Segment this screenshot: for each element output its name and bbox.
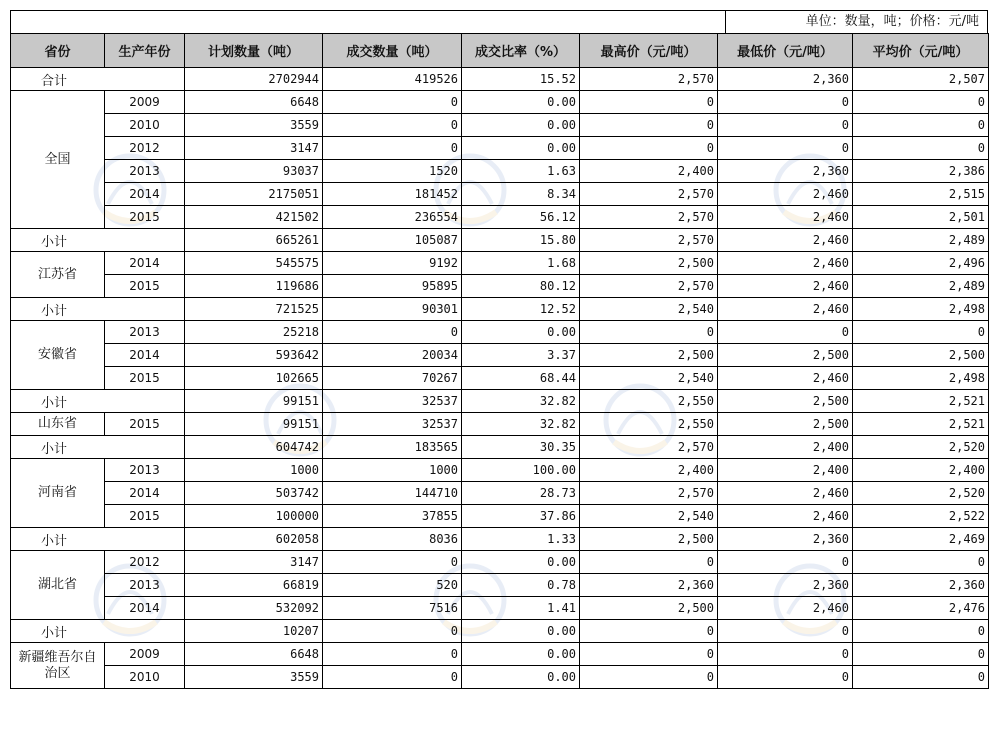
avg-price-cell: 2,476 bbox=[853, 597, 989, 620]
subtotal-row bbox=[11, 620, 989, 643]
ratio-cell: 15.52 bbox=[462, 68, 580, 91]
ratio-cell: 0.00 bbox=[462, 620, 580, 643]
plan-cell: 721525 bbox=[185, 298, 323, 321]
ratio-cell: 80.12 bbox=[462, 275, 580, 298]
deal-cell: 105087 bbox=[323, 229, 462, 252]
avg-price-cell: 2,386 bbox=[853, 160, 989, 183]
header-province: 省份 bbox=[11, 34, 105, 68]
table-row bbox=[11, 183, 989, 206]
min-price-cell: 2,400 bbox=[718, 436, 853, 459]
table-row bbox=[11, 574, 989, 597]
deal-cell: 32537 bbox=[323, 413, 462, 436]
subtotal-row bbox=[11, 229, 989, 252]
max-price-cell: 0 bbox=[580, 114, 718, 137]
table-row bbox=[11, 459, 989, 482]
min-price-cell: 2,360 bbox=[718, 528, 853, 551]
province-cell: 山东省 bbox=[11, 413, 105, 436]
avg-price-cell: 2,498 bbox=[853, 367, 989, 390]
table-row bbox=[11, 275, 989, 298]
max-price-cell: 2,550 bbox=[580, 390, 718, 413]
deal-cell: 0 bbox=[323, 666, 462, 689]
year-cell: 2013 bbox=[105, 459, 185, 482]
ratio-cell: 0.00 bbox=[462, 551, 580, 574]
deal-cell: 0 bbox=[323, 620, 462, 643]
deal-cell: 144710 bbox=[323, 482, 462, 505]
avg-price-cell: 0 bbox=[853, 114, 989, 137]
min-price-cell: 0 bbox=[718, 551, 853, 574]
plan-cell: 2702944 bbox=[185, 68, 323, 91]
avg-price-cell: 2,522 bbox=[853, 505, 989, 528]
min-price-cell: 2,460 bbox=[718, 597, 853, 620]
min-price-cell: 0 bbox=[718, 643, 853, 666]
subtotal-row bbox=[11, 298, 989, 321]
avg-price-cell: 2,521 bbox=[853, 390, 989, 413]
ratio-cell: 30.35 bbox=[462, 436, 580, 459]
deal-cell: 90301 bbox=[323, 298, 462, 321]
plan-cell: 532092 bbox=[185, 597, 323, 620]
ratio-cell: 1.63 bbox=[462, 160, 580, 183]
min-price-cell: 2,460 bbox=[718, 275, 853, 298]
plan-cell: 3559 bbox=[185, 666, 323, 689]
year-cell: 2010 bbox=[105, 666, 185, 689]
avg-price-cell: 0 bbox=[853, 620, 989, 643]
avg-price-cell: 2,500 bbox=[853, 344, 989, 367]
ratio-cell: 0.00 bbox=[462, 114, 580, 137]
avg-price-cell: 0 bbox=[853, 643, 989, 666]
ratio-cell: 68.44 bbox=[462, 367, 580, 390]
deal-cell: 419526 bbox=[323, 68, 462, 91]
avg-price-cell: 0 bbox=[853, 551, 989, 574]
table-body bbox=[11, 68, 989, 689]
ratio-cell: 0.00 bbox=[462, 321, 580, 344]
year-cell: 2012 bbox=[105, 137, 185, 160]
year-cell: 2009 bbox=[105, 91, 185, 114]
avg-price-cell: 0 bbox=[853, 137, 989, 160]
min-price-cell: 2,460 bbox=[718, 252, 853, 275]
year-cell: 2014 bbox=[105, 252, 185, 275]
year-cell: 2014 bbox=[105, 183, 185, 206]
max-price-cell: 2,500 bbox=[580, 528, 718, 551]
max-price-cell: 2,540 bbox=[580, 298, 718, 321]
max-price-cell: 2,400 bbox=[580, 160, 718, 183]
min-price-cell: 0 bbox=[718, 321, 853, 344]
ratio-cell: 0.00 bbox=[462, 666, 580, 689]
total-label: 合计 bbox=[11, 68, 185, 91]
min-price-cell: 2,360 bbox=[718, 574, 853, 597]
table-row bbox=[11, 505, 989, 528]
deal-cell: 0 bbox=[323, 643, 462, 666]
province-cell: 湖北省 bbox=[11, 551, 105, 620]
table-row bbox=[11, 160, 989, 183]
year-cell: 2013 bbox=[105, 321, 185, 344]
plan-cell: 3147 bbox=[185, 137, 323, 160]
avg-price-cell: 0 bbox=[853, 666, 989, 689]
table-row bbox=[11, 344, 989, 367]
deal-cell: 0 bbox=[323, 114, 462, 137]
avg-price-cell: 2,515 bbox=[853, 183, 989, 206]
year-cell: 2012 bbox=[105, 551, 185, 574]
deal-cell: 0 bbox=[323, 137, 462, 160]
ratio-cell: 0.00 bbox=[462, 137, 580, 160]
max-price-cell: 2,570 bbox=[580, 206, 718, 229]
deal-cell: 7516 bbox=[323, 597, 462, 620]
max-price-cell: 0 bbox=[580, 91, 718, 114]
plan-cell: 25218 bbox=[185, 321, 323, 344]
header-year: 生产年份 bbox=[105, 34, 185, 68]
plan-cell: 93037 bbox=[185, 160, 323, 183]
plan-cell: 66819 bbox=[185, 574, 323, 597]
avg-price-cell: 2,469 bbox=[853, 528, 989, 551]
plan-cell: 6648 bbox=[185, 91, 323, 114]
header-avg-price: 平均价（元/吨） bbox=[853, 34, 989, 68]
avg-price-cell: 2,400 bbox=[853, 459, 989, 482]
min-price-cell: 2,500 bbox=[718, 413, 853, 436]
ratio-cell: 0.00 bbox=[462, 91, 580, 114]
plan-cell: 604742 bbox=[185, 436, 323, 459]
max-price-cell: 2,570 bbox=[580, 275, 718, 298]
subtotal-row bbox=[11, 528, 989, 551]
table-row bbox=[11, 666, 989, 689]
subtotal-label: 小计 bbox=[11, 390, 185, 413]
year-cell: 2009 bbox=[105, 643, 185, 666]
avg-price-cell: 2,360 bbox=[853, 574, 989, 597]
min-price-cell: 2,460 bbox=[718, 206, 853, 229]
ratio-cell: 15.80 bbox=[462, 229, 580, 252]
max-price-cell: 0 bbox=[580, 643, 718, 666]
avg-price-cell: 2,498 bbox=[853, 298, 989, 321]
unit-note: 单位：数量，吨；价格：元/吨 bbox=[725, 11, 987, 33]
plan-cell: 99151 bbox=[185, 413, 323, 436]
deal-cell: 70267 bbox=[323, 367, 462, 390]
table-row bbox=[11, 482, 989, 505]
subtotal-row bbox=[11, 390, 989, 413]
deal-cell: 0 bbox=[323, 321, 462, 344]
plan-cell: 100000 bbox=[185, 505, 323, 528]
table-row bbox=[11, 551, 989, 574]
subtotal-label: 小计 bbox=[11, 229, 185, 252]
header-ratio: 成交比率（%） bbox=[462, 34, 580, 68]
min-price-cell: 0 bbox=[718, 114, 853, 137]
ratio-cell: 32.82 bbox=[462, 413, 580, 436]
province-cell: 江苏省 bbox=[11, 252, 105, 298]
deal-cell: 95895 bbox=[323, 275, 462, 298]
avg-price-cell: 2,501 bbox=[853, 206, 989, 229]
max-price-cell: 0 bbox=[580, 321, 718, 344]
avg-price-cell: 0 bbox=[853, 91, 989, 114]
avg-price-cell: 2,496 bbox=[853, 252, 989, 275]
max-price-cell: 0 bbox=[580, 620, 718, 643]
grain-auction-table bbox=[10, 33, 989, 689]
max-price-cell: 2,360 bbox=[580, 574, 718, 597]
max-price-cell: 2,570 bbox=[580, 183, 718, 206]
plan-cell: 119686 bbox=[185, 275, 323, 298]
table-row bbox=[11, 643, 989, 666]
avg-price-cell: 2,507 bbox=[853, 68, 989, 91]
min-price-cell: 0 bbox=[718, 666, 853, 689]
year-cell: 2013 bbox=[105, 574, 185, 597]
max-price-cell: 2,550 bbox=[580, 413, 718, 436]
table-row bbox=[11, 206, 989, 229]
deal-cell: 520 bbox=[323, 574, 462, 597]
ratio-cell: 3.37 bbox=[462, 344, 580, 367]
max-price-cell: 0 bbox=[580, 666, 718, 689]
ratio-cell: 8.34 bbox=[462, 183, 580, 206]
max-price-cell: 2,540 bbox=[580, 367, 718, 390]
deal-cell: 37855 bbox=[323, 505, 462, 528]
max-price-cell: 2,500 bbox=[580, 344, 718, 367]
ratio-cell: 100.00 bbox=[462, 459, 580, 482]
ratio-cell: 56.12 bbox=[462, 206, 580, 229]
min-price-cell: 0 bbox=[718, 91, 853, 114]
plan-cell: 99151 bbox=[185, 390, 323, 413]
avg-price-cell: 2,521 bbox=[853, 413, 989, 436]
max-price-cell: 0 bbox=[580, 137, 718, 160]
plan-cell: 593642 bbox=[185, 344, 323, 367]
year-cell: 2014 bbox=[105, 344, 185, 367]
deal-cell: 32537 bbox=[323, 390, 462, 413]
plan-cell: 503742 bbox=[185, 482, 323, 505]
avg-price-cell: 2,520 bbox=[853, 482, 989, 505]
plan-cell: 421502 bbox=[185, 206, 323, 229]
deal-cell: 236554 bbox=[323, 206, 462, 229]
year-cell: 2014 bbox=[105, 597, 185, 620]
min-price-cell: 2,500 bbox=[718, 390, 853, 413]
plan-cell: 545575 bbox=[185, 252, 323, 275]
deal-cell: 8036 bbox=[323, 528, 462, 551]
max-price-cell: 2,570 bbox=[580, 229, 718, 252]
province-cell: 安徽省 bbox=[11, 321, 105, 390]
subtotal-label: 小计 bbox=[11, 528, 185, 551]
max-price-cell: 2,500 bbox=[580, 597, 718, 620]
province-cell: 新疆维吾尔自治区 bbox=[11, 643, 105, 689]
total-row bbox=[11, 68, 989, 91]
plan-cell: 602058 bbox=[185, 528, 323, 551]
ratio-cell: 0.00 bbox=[462, 643, 580, 666]
max-price-cell: 2,570 bbox=[580, 436, 718, 459]
deal-cell: 1000 bbox=[323, 459, 462, 482]
ratio-cell: 37.86 bbox=[462, 505, 580, 528]
header-plan: 计划数量（吨） bbox=[185, 34, 323, 68]
deal-cell: 20034 bbox=[323, 344, 462, 367]
min-price-cell: 2,460 bbox=[718, 229, 853, 252]
header-min-price: 最低价（元/吨） bbox=[718, 34, 853, 68]
min-price-cell: 0 bbox=[718, 137, 853, 160]
ratio-cell: 1.41 bbox=[462, 597, 580, 620]
max-price-cell: 0 bbox=[580, 551, 718, 574]
report-table-container bbox=[10, 10, 988, 689]
min-price-cell: 2,360 bbox=[718, 68, 853, 91]
min-price-cell: 2,460 bbox=[718, 367, 853, 390]
ratio-cell: 12.52 bbox=[462, 298, 580, 321]
subtotal-row bbox=[11, 436, 989, 459]
header-row bbox=[11, 34, 989, 68]
avg-price-cell: 2,489 bbox=[853, 275, 989, 298]
plan-cell: 2175051 bbox=[185, 183, 323, 206]
max-price-cell: 2,400 bbox=[580, 459, 718, 482]
subtotal-label: 小计 bbox=[11, 620, 185, 643]
table-row bbox=[11, 321, 989, 344]
max-price-cell: 2,540 bbox=[580, 505, 718, 528]
table-row bbox=[11, 413, 989, 436]
min-price-cell: 0 bbox=[718, 620, 853, 643]
plan-cell: 665261 bbox=[185, 229, 323, 252]
year-cell: 2010 bbox=[105, 114, 185, 137]
max-price-cell: 2,570 bbox=[580, 68, 718, 91]
min-price-cell: 2,460 bbox=[718, 505, 853, 528]
ratio-cell: 1.68 bbox=[462, 252, 580, 275]
year-cell: 2015 bbox=[105, 275, 185, 298]
year-cell: 2014 bbox=[105, 482, 185, 505]
ratio-cell: 0.78 bbox=[462, 574, 580, 597]
min-price-cell: 2,460 bbox=[718, 482, 853, 505]
year-cell: 2015 bbox=[105, 505, 185, 528]
year-cell: 2015 bbox=[105, 367, 185, 390]
deal-cell: 183565 bbox=[323, 436, 462, 459]
avg-price-cell: 0 bbox=[853, 321, 989, 344]
year-cell: 2013 bbox=[105, 160, 185, 183]
max-price-cell: 2,500 bbox=[580, 252, 718, 275]
min-price-cell: 2,360 bbox=[718, 160, 853, 183]
avg-price-cell: 2,489 bbox=[853, 229, 989, 252]
plan-cell: 102665 bbox=[185, 367, 323, 390]
plan-cell: 6648 bbox=[185, 643, 323, 666]
deal-cell: 0 bbox=[323, 551, 462, 574]
unit-row bbox=[10, 10, 988, 33]
plan-cell: 10207 bbox=[185, 620, 323, 643]
year-cell: 2015 bbox=[105, 206, 185, 229]
table-row bbox=[11, 252, 989, 275]
min-price-cell: 2,460 bbox=[718, 183, 853, 206]
province-cell: 全国 bbox=[11, 91, 105, 229]
plan-cell: 3147 bbox=[185, 551, 323, 574]
table-row bbox=[11, 367, 989, 390]
ratio-cell: 1.33 bbox=[462, 528, 580, 551]
deal-cell: 9192 bbox=[323, 252, 462, 275]
deal-cell: 0 bbox=[323, 91, 462, 114]
table-row bbox=[11, 137, 989, 160]
ratio-cell: 28.73 bbox=[462, 482, 580, 505]
year-cell: 2015 bbox=[105, 413, 185, 436]
table-row bbox=[11, 91, 989, 114]
province-cell: 河南省 bbox=[11, 459, 105, 528]
avg-price-cell: 2,520 bbox=[853, 436, 989, 459]
header-max-price: 最高价（元/吨） bbox=[580, 34, 718, 68]
plan-cell: 3559 bbox=[185, 114, 323, 137]
table-row bbox=[11, 597, 989, 620]
table-row bbox=[11, 114, 989, 137]
ratio-cell: 32.82 bbox=[462, 390, 580, 413]
deal-cell: 181452 bbox=[323, 183, 462, 206]
min-price-cell: 2,400 bbox=[718, 459, 853, 482]
subtotal-label: 小计 bbox=[11, 298, 185, 321]
plan-cell: 1000 bbox=[185, 459, 323, 482]
max-price-cell: 2,570 bbox=[580, 482, 718, 505]
min-price-cell: 2,500 bbox=[718, 344, 853, 367]
header-deal: 成交数量（吨） bbox=[323, 34, 462, 68]
min-price-cell: 2,460 bbox=[718, 298, 853, 321]
deal-cell: 1520 bbox=[323, 160, 462, 183]
subtotal-label: 小计 bbox=[11, 436, 185, 459]
